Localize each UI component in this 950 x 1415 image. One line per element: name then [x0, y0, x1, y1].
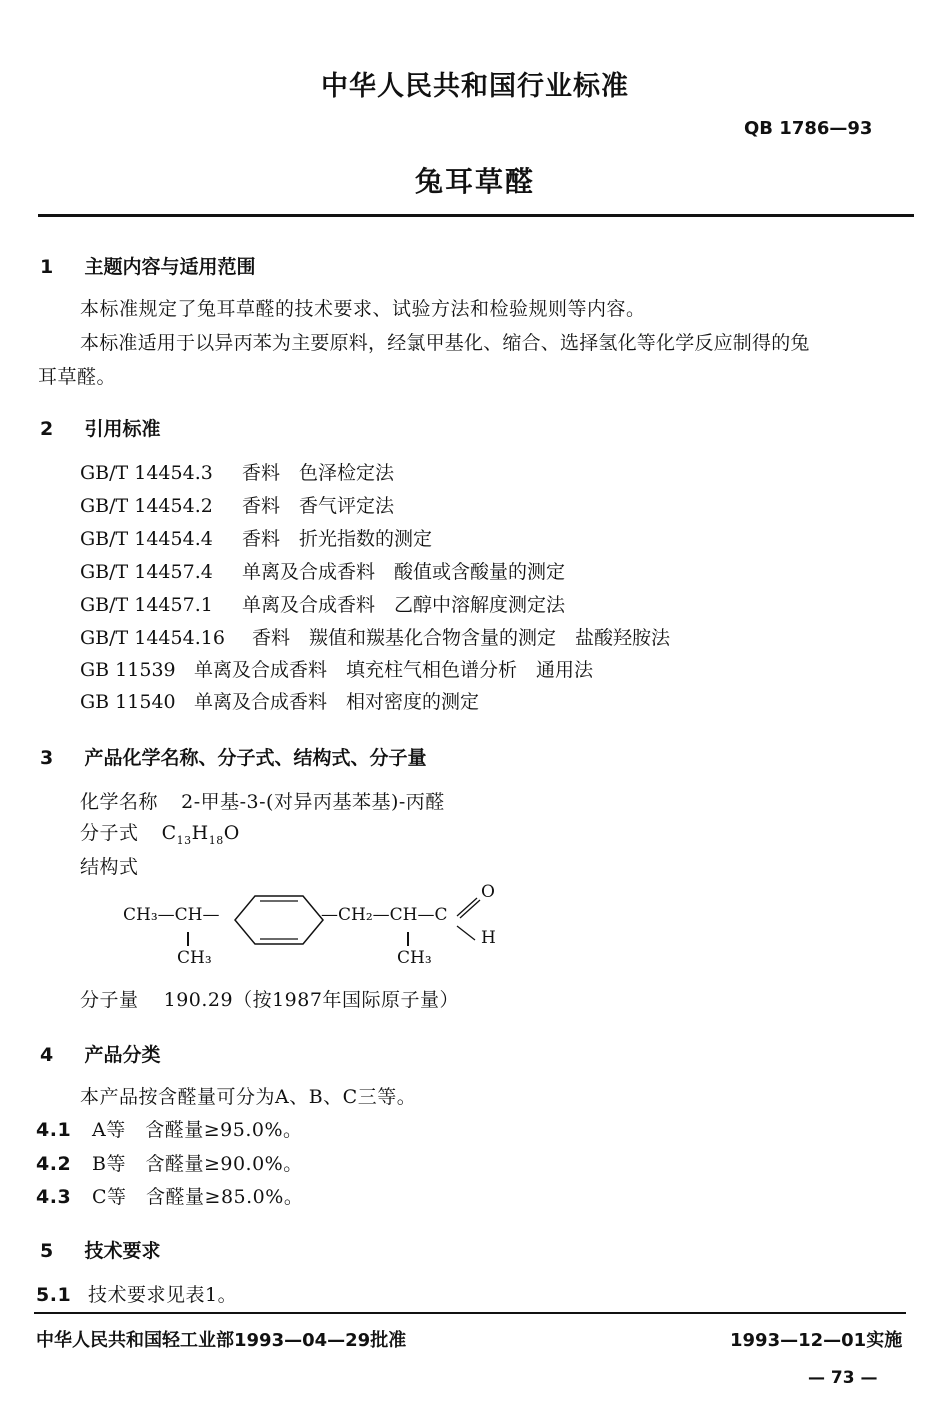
reference-item — [80, 557, 565, 584]
reference-item — [80, 524, 432, 551]
molecular-formula-value: $C_{13}H_{18}O$ — [161, 822, 240, 847]
section-1-paragraph-2-line-1: 本标准适用于以异丙苯为主要原料，经氯甲基化、缩合、选择氢化等化学反应制得的兔 — [80, 332, 810, 354]
right-branch-bond — [407, 932, 409, 946]
structural-formula-label: 结构式 — [80, 856, 139, 878]
reference-code: GB/T 14454.3 — [80, 462, 213, 484]
reference-code: GB 11539 — [80, 659, 176, 681]
section-5-number: 5 — [40, 1240, 54, 1262]
grade-text: B等 含醛量≥90.0%。 — [92, 1153, 303, 1175]
section-1-paragraph-1: 本标准规定了兔耳草醛的技术要求、试验方法和检验规则等内容。 — [80, 298, 646, 320]
reference-item — [80, 687, 479, 714]
section-4-heading — [40, 1040, 161, 1067]
effective-date: 1993—12—01实施 — [730, 1330, 903, 1351]
subsection-number: 5.1 — [36, 1284, 72, 1306]
molecular-weight-value: 190.29（按1987年国际原子量） — [163, 989, 459, 1011]
reference-code: GB/T 14454.16 — [80, 627, 225, 649]
benzene-ring-icon — [227, 892, 327, 948]
grade-number: 4.1 — [36, 1119, 72, 1141]
reference-title: 香料 折光指数的测定 — [242, 528, 433, 550]
structure-hydrogen: H — [481, 928, 496, 948]
section-5-title: 技术要求 — [84, 1240, 161, 1262]
grade-text: A等 含醛量≥95.0%。 — [92, 1119, 303, 1141]
chemical-name-label: 化学名称 — [80, 791, 159, 813]
grade-number: 4.2 — [36, 1153, 72, 1175]
section-1-number: 1 — [40, 256, 54, 278]
reference-item — [80, 623, 670, 650]
section-4-title: 产品分类 — [84, 1044, 161, 1066]
section-4-intro: 本产品按含醛量可分为A、B、C三等。 — [80, 1086, 417, 1108]
structure-left-methyl: CH₃ — [177, 948, 212, 968]
section-5-1 — [36, 1280, 237, 1307]
reference-item — [80, 458, 394, 485]
section-2-number: 2 — [40, 418, 54, 440]
reference-title: 单离及合成香料 相对密度的测定 — [194, 691, 480, 713]
grade-item — [36, 1182, 303, 1209]
structure-oxygen: O — [481, 882, 495, 902]
reference-title: 香料 羰值和羰基化合物含量的测定 盐酸羟胺法 — [252, 627, 671, 649]
reference-item — [80, 590, 565, 617]
section-3-heading — [40, 743, 427, 770]
molecular-formula-line — [80, 818, 240, 847]
standard-code: QB 1786—93 — [744, 118, 873, 139]
reference-title: 单离及合成香料 乙醇中溶解度测定法 — [242, 594, 566, 616]
left-branch-bond — [187, 932, 189, 946]
grade-number: 4.3 — [36, 1186, 72, 1208]
section-4-number: 4 — [40, 1044, 54, 1066]
footer-rule — [34, 1312, 906, 1314]
structural-formula — [115, 880, 515, 975]
chemical-name-line — [80, 787, 445, 814]
grade-text: C等 含醛量≥85.0%。 — [92, 1186, 304, 1208]
molecular-weight-line — [80, 985, 459, 1012]
section-2-title: 引用标准 — [84, 418, 161, 440]
document-title: 兔耳草醛 — [414, 165, 535, 198]
section-1-title: 主题内容与适用范围 — [84, 256, 256, 278]
section-5-heading — [40, 1236, 161, 1263]
org-title: 中华人民共和国行业标准 — [321, 71, 629, 102]
section-1-heading — [40, 252, 256, 279]
reference-title: 单离及合成香料 酸值或含酸量的测定 — [242, 561, 566, 583]
section-3-number: 3 — [40, 747, 54, 769]
molecular-weight-label: 分子量 — [80, 989, 139, 1011]
reference-code: GB 11540 — [80, 691, 176, 713]
grade-item — [36, 1149, 303, 1176]
page-number: — 73 — — [808, 1368, 878, 1388]
section-2-heading — [40, 414, 161, 441]
section-1-paragraph-2-line-2: 耳草醛。 — [38, 366, 117, 388]
structure-right-methyl: CH₃ — [397, 948, 432, 968]
structure-left-group: CH₃—CH— — [123, 905, 220, 925]
reference-item — [80, 655, 593, 682]
section-3-title: 产品化学名称、分子式、结构式、分子量 — [84, 747, 427, 769]
subsection-text: 技术要求见表1。 — [88, 1284, 238, 1306]
chemical-name-value: 2-甲基-3-(对异丙基苯基)-丙醛 — [181, 791, 445, 813]
approval-statement: 中华人民共和国轻工业部1993—04—29批准 — [36, 1330, 407, 1351]
reference-title: 单离及合成香料 填充柱气相色谱分析 通用法 — [194, 659, 594, 681]
structure-right-group: —CH₂—CH—C — [321, 905, 448, 925]
molecular-formula-label: 分子式 — [80, 822, 139, 844]
reference-code: GB/T 14457.4 — [80, 561, 213, 583]
reference-title: 香料 香气评定法 — [242, 495, 395, 517]
reference-code: GB/T 14457.1 — [80, 594, 213, 616]
reference-item — [80, 491, 394, 518]
reference-code: GB/T 14454.2 — [80, 495, 213, 517]
header-rule — [38, 214, 914, 217]
reference-title: 香料 色泽检定法 — [242, 462, 395, 484]
grade-item — [36, 1115, 303, 1142]
reference-code: GB/T 14454.4 — [80, 528, 213, 550]
